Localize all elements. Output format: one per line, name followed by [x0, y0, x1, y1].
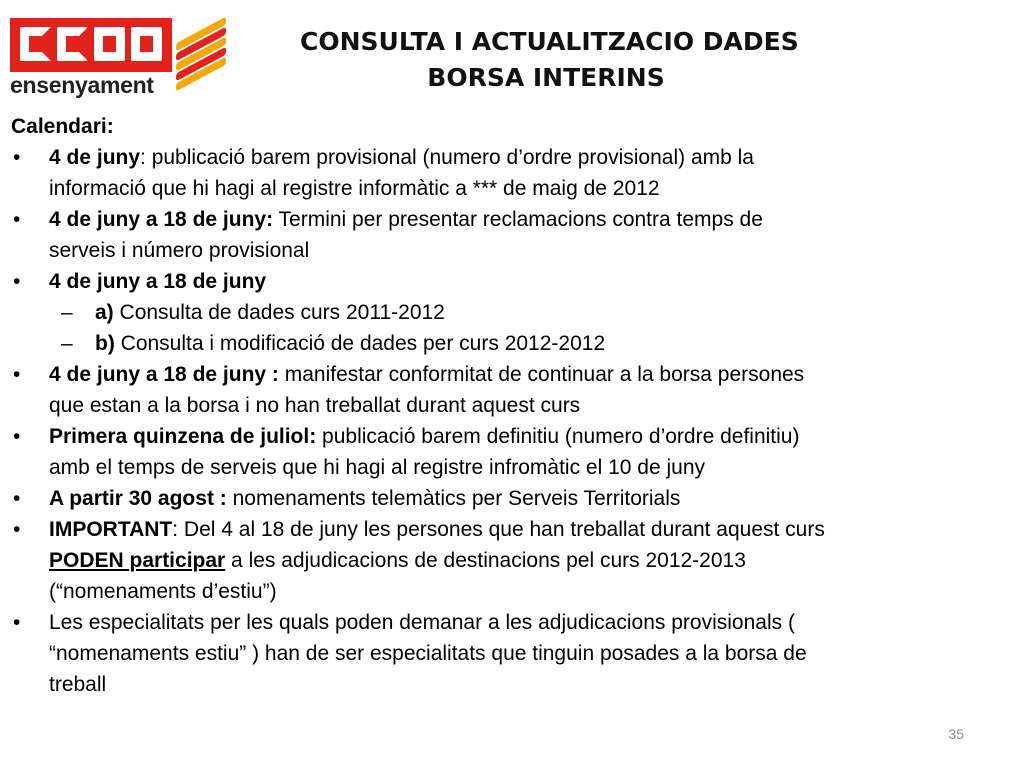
bullet-icon: •: [13, 487, 21, 510]
list-item: • Primera quinzena de juliol: publicació barem definitiu (numero d’ordre definitiu) amb el temps de serveis que hi hagi al registre infromàtic el 10 de juny: [11, 421, 1011, 483]
list-item: • 4 de juny a 18 de juny – a) Consulta de dades curs 2011-2012 – b) Consulta i modificació de dades per curs 2012-2012: [11, 266, 1011, 359]
calendar-list: [11, 142, 1011, 700]
list-item: • IMPORTANT: Del 4 al 18 de juny les persones que han treballat durant aquest curs PODEN participar a les adjudicacions de destinacions pel curs 2012-2013 (“nomenaments d’estiu”): [11, 514, 1011, 607]
list-item: • Les especialitats per les quals poden demanar a les adjudicacions provisionals ( “nomenaments estiu” ) han de ser especialitats que tinguin posades a la borsa de treball: [11, 607, 1011, 700]
sub-list-item: – b) Consulta i modificació de dades per curs 2012-2012: [11, 328, 1011, 359]
calendar-heading: Calendari:: [11, 115, 114, 138]
bullet-icon: •: [13, 363, 21, 386]
dash-icon: –: [61, 332, 73, 355]
bullet-icon: •: [13, 270, 21, 293]
catalan-flag-stripes-icon: [176, 20, 226, 78]
slide-title: [300, 24, 799, 96]
bullet-icon: •: [13, 611, 21, 634]
dash-icon: –: [61, 301, 73, 324]
logo-subtitle: ensenyament: [10, 72, 154, 98]
ccoo-ensenyament-logo: [10, 18, 225, 100]
title-line-2: BORSA INTERINS: [427, 63, 665, 92]
bullet-icon: •: [13, 208, 21, 231]
poden-participar-emphasis: PODEN participar: [49, 549, 226, 572]
bullet-icon: •: [13, 518, 21, 541]
title-line-1: CONSULTA I ACTUALITZACIO DADES: [300, 27, 799, 56]
bullet-icon: •: [13, 146, 21, 169]
list-item: • 4 de juny a 18 de juny : manifestar conformitat de continuar a la borsa persones que estan a la borsa i no han treballat durant aquest curs: [11, 359, 1011, 421]
calendar-section: [11, 111, 1011, 700]
sub-list: [49, 297, 1011, 359]
ccoo-logo-mark: [10, 18, 172, 72]
list-item: • 4 de juny: publicació barem provisional (numero d’ordre provisional) amb la informació que hi hagi al registre informàtic a *** de maig de 2012: [11, 142, 1011, 204]
list-item: • A partir 30 agost : nomenaments telemàtics per Serveis Territorials: [11, 483, 1011, 514]
page-number: 35: [948, 726, 964, 742]
list-item: • 4 de juny a 18 de juny: Termini per presentar reclamacions contra temps de serveis i número provisional: [11, 204, 1011, 266]
bullet-icon: •: [13, 425, 21, 448]
sub-list-item: – a) Consulta de dades curs 2011-2012: [11, 297, 1011, 328]
